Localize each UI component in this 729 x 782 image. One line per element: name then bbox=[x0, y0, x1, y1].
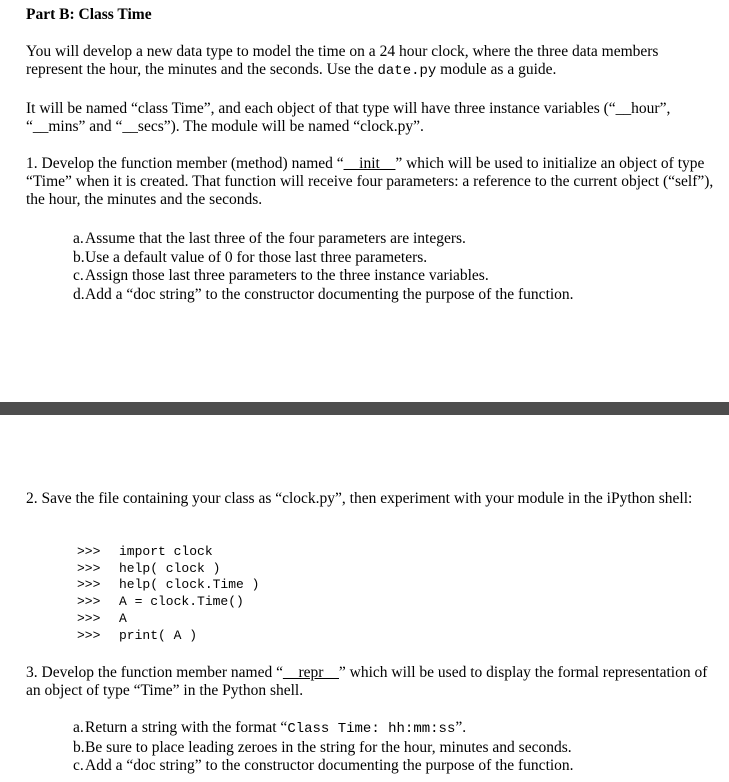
shell-command: help( clock ) bbox=[119, 560, 221, 576]
list-item-label: c. bbox=[73, 267, 84, 284]
shell-prompt: >>> bbox=[77, 594, 101, 610]
item3-sublist bbox=[60, 719, 700, 776]
list-item-label: d. bbox=[73, 285, 85, 303]
intro-text-after: module as a guide. bbox=[436, 61, 557, 78]
item1-text-post: ” which will be used to initialize an object of type “Time” when it is created. That function will receive four parameters: a reference to the current object (“self”), the hour, the minutes and the seconds. bbox=[26, 155, 714, 208]
list-item-label: c. bbox=[73, 757, 84, 774]
item1-method-name: __init__ bbox=[343, 155, 396, 172]
list-item-label: b. bbox=[73, 248, 85, 266]
item1-sublist bbox=[60, 230, 700, 304]
list-item-text-before: Return a string with the format “ bbox=[85, 719, 288, 736]
intro-paragraph bbox=[26, 43, 716, 80]
item1-paragraph bbox=[26, 155, 716, 209]
section-heading: Part B: Class Time bbox=[26, 6, 152, 23]
shell-line bbox=[77, 577, 259, 594]
naming-paragraph: It will be named “class Time”, and each object of that type will have three instance variables (“__hour”, “__mins” and “__secs”). The module will be named “clock.py”. bbox=[26, 100, 671, 135]
shell-command: import clock bbox=[119, 544, 213, 559]
list-item-text: Add a “doc string” to the constructor documenting the purpose of the function. bbox=[85, 285, 574, 303]
list-item-text: Add a “doc string” to the constructor documenting the purpose of the function. bbox=[85, 757, 574, 774]
shell-line bbox=[77, 544, 259, 561]
item3-paragraph bbox=[26, 664, 716, 700]
intro-text-before: You will develop a new data type to model the time on a 24 hour clock, where the three data members represent the hour, the minutes and the seconds. Use the bbox=[26, 43, 659, 78]
list-item-label: b. bbox=[73, 738, 85, 756]
list-item-label: a. bbox=[73, 230, 84, 247]
shell-command: A bbox=[119, 610, 127, 626]
list-item bbox=[60, 719, 700, 739]
item2-paragraph: 2. Save the file containing your class as “clock.py”, then experiment with your module in the iPython shell: bbox=[26, 490, 693, 507]
item3-text-pre: 3. Develop the function member named “ bbox=[26, 664, 283, 681]
shell-command: A = clock.Time() bbox=[119, 594, 244, 610]
list-item-text: Assume that the last three of the four parameters are integers. bbox=[85, 230, 466, 247]
list-item bbox=[60, 249, 700, 268]
shell-line bbox=[77, 611, 259, 628]
list-item bbox=[60, 267, 700, 286]
shell-prompt: >>> bbox=[77, 577, 101, 593]
list-item bbox=[60, 739, 700, 758]
list-item-text: Use a default value of 0 for those last three parameters. bbox=[85, 248, 428, 266]
shell-line bbox=[77, 628, 259, 645]
shell-prompt: >>> bbox=[77, 560, 101, 576]
list-item-text-after: ”. bbox=[455, 719, 467, 736]
intro-code: date.py bbox=[377, 63, 437, 79]
list-item bbox=[60, 230, 700, 249]
list-item-text: Be sure to place leading zeroes in the string for the hour, minutes and seconds. bbox=[85, 738, 572, 756]
list-item bbox=[60, 286, 700, 305]
list-item bbox=[60, 757, 700, 776]
shell-prompt: >>> bbox=[77, 627, 101, 643]
shell-prompt: >>> bbox=[77, 610, 101, 626]
shell-line bbox=[77, 594, 259, 611]
format-code: Class Time: hh:mm:ss bbox=[287, 721, 456, 737]
item1-text-pre: 1. Develop the function member (method) named “ bbox=[26, 155, 344, 172]
shell-prompt: >>> bbox=[77, 544, 101, 559]
item3-method-name: __repr__ bbox=[282, 664, 339, 681]
shell-code-block bbox=[77, 544, 259, 644]
shell-command: help( clock.Time ) bbox=[119, 577, 260, 593]
list-item-text: Assign those last three parameters to the three instance variables. bbox=[85, 267, 489, 284]
page-break-divider bbox=[0, 402, 729, 415]
shell-command: print( A ) bbox=[119, 627, 198, 643]
item3-text-post: ” which will be used to display the formal representation of an object of type “Time” in the Python shell. bbox=[26, 664, 708, 699]
list-item-label: a. bbox=[73, 719, 84, 736]
shell-line bbox=[77, 561, 259, 578]
